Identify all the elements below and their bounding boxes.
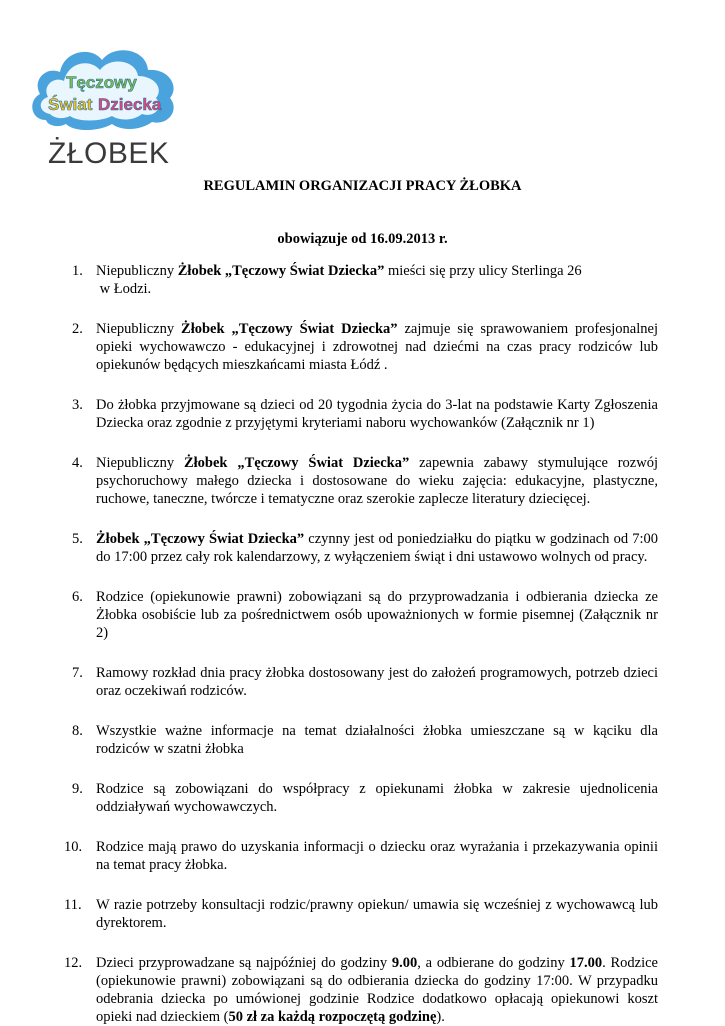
item-text: Rodzice mają prawo do uzyskania informacji o dziecku oraz wyrażania i przekazywania opinii na temat pracy żłobka. xyxy=(96,839,658,873)
regulation-list xyxy=(60,262,658,1026)
item-number: 3. xyxy=(72,397,83,413)
item-text: Żłobek „Tęczowy Świat Dziecka” czynny jest od poniedziałku do piątku w godzinach od 7:00 do 17:00 przez cały rok kalendarzowy, z wyłączeniem świąt i dni ustawowo wolnych od pracy. xyxy=(96,531,658,565)
item-text: Niepubliczny Żłobek „Tęczowy Świat Dziecka” mieści się przy ulicy Sterlinga 26 w Łodzi. xyxy=(96,263,582,297)
list-item xyxy=(60,530,658,566)
list-item xyxy=(60,838,658,874)
item-number: 12. xyxy=(64,955,83,971)
list-item xyxy=(60,262,658,298)
logo-line2a: Świat xyxy=(48,95,93,114)
item-number: 1. xyxy=(72,263,83,279)
list-item xyxy=(60,896,658,932)
list-item xyxy=(60,320,658,374)
logo-line2b: Dziecka xyxy=(98,95,162,114)
list-item xyxy=(60,396,658,432)
item-number: 9. xyxy=(72,781,83,797)
item-text: Ramowy rozkład dnia pracy żłobka dostosowany jest do założeń programowych, potrzeb dzieci oraz oczekiwań rodziców. xyxy=(96,665,658,699)
item-number: 5. xyxy=(72,531,83,547)
list-item xyxy=(60,954,658,1026)
list-item xyxy=(60,722,658,758)
document-title: REGULAMIN ORGANIZACJI PRACY ŻŁOBKA xyxy=(203,178,522,194)
logo-line1: Tęczowy xyxy=(66,73,137,92)
item-number: 8. xyxy=(72,723,83,739)
list-item xyxy=(60,588,658,642)
list-item xyxy=(60,664,658,700)
item-text: Rodzice (opiekunowie prawni) zobowiązani są do przyprowadzania i odbierania dziecka ze Żłobka osobiście lub za pośrednictwem osób upoważnionych w formie pisemnej (Załącznik nr 2) xyxy=(96,589,658,641)
item-number: 4. xyxy=(72,455,83,471)
item-number: 2. xyxy=(72,321,83,337)
item-text: Do żłobka przyjmowane są dzieci od 20 tygodnia życia do 3-lat na podstawie Karty Zgłoszenia Dziecka oraz zgodnie z przyjętymi kryteriami naboru wychowanków (Załącznik nr 1) xyxy=(96,397,658,431)
item-text: Rodzice są zobowiązani do współpracy z opiekunami żłobka w zakresie ujednolicenia oddziaływań wychowawczych. xyxy=(96,781,658,815)
logo xyxy=(28,40,180,132)
item-text: Niepubliczny Żłobek „Tęczowy Świat Dziecka” zajmuje się sprawowaniem profesjonalnej opieki wychowawczo - edukacyjnej i zdrowotnej nad dziećmi na czas pracy rodziców lub opiekunów będących mieszkańcami miasta Łódź . xyxy=(96,321,658,373)
list-item xyxy=(60,780,658,816)
item-text: Wszystkie ważne informacje na temat działalności żłobka umieszczane są w kąciku dla rodziców w szatni żłobka xyxy=(96,723,658,757)
logo-subtitle: ŻŁOBEK xyxy=(48,137,170,170)
item-text: Niepubliczny Żłobek „Tęczowy Świat Dziecka” zapewnia zabawy stymulujące rozwój psychoruchowy małego dziecka i dostosowane do wieku zajęcia: edukacyjne, plastyczne, ruchowe, taneczne, twórcze i tematyczne oraz szerokie zaplecze literatury dziecięcej. xyxy=(96,455,658,507)
item-number: 10. xyxy=(64,839,83,855)
item-number: 6. xyxy=(72,589,83,605)
effective-date: obowiązuje od 16.09.2013 r. xyxy=(277,231,448,247)
item-text: W razie potrzeby konsultacji rodzic/prawny opiekun/ umawia się wcześniej z wychowawcą lub dyrektorem. xyxy=(96,897,658,931)
list-item xyxy=(60,454,658,508)
item-number: 11. xyxy=(64,897,82,913)
item-text: Dzieci przyprowadzane są najpóźniej do godziny 9.00, a odbierane do godziny 17.00. Rodzice (opiekunowie prawni) zobowiązani są do odbierania dziecka do godziny 17:00. W przypadku odebrania dziecka po umówionej godzinie Rodzice dodatkowo opłacają opiekunowi koszt opieki nad dzieckiem (50 zł za każdą rozpoczętą godzinę). xyxy=(96,955,658,1025)
item-number: 7. xyxy=(72,665,83,681)
